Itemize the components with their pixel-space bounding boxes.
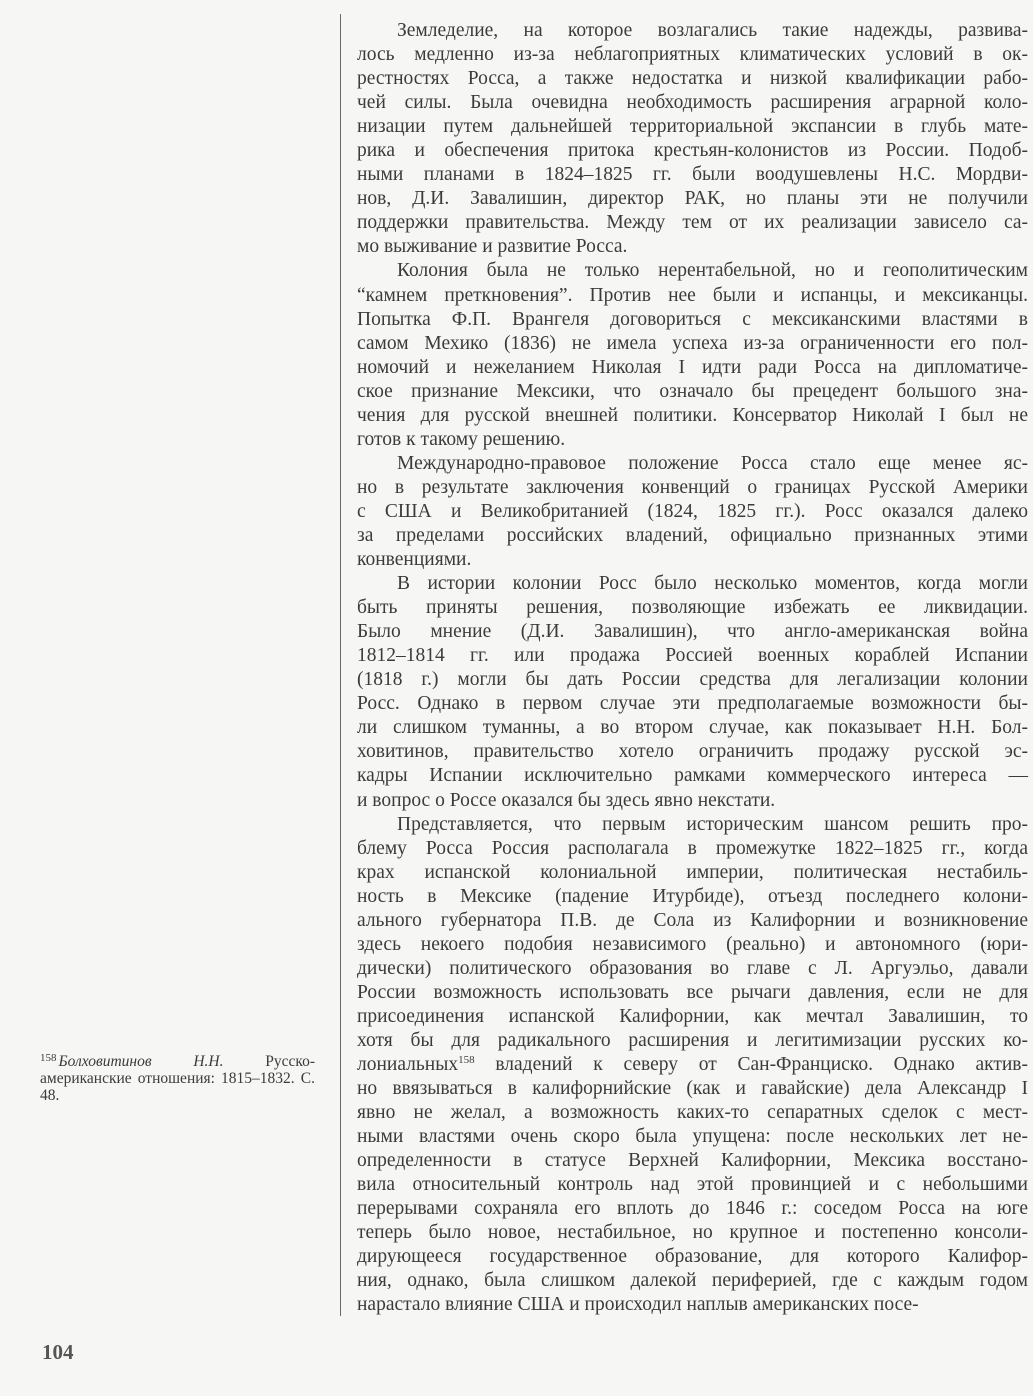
text-line: блему Росса Россия располагала в промежутке 1822–1825 гг., когда (357, 837, 1028, 859)
text-line: рика и обеспечения притока крестьян-колонистов из России. Подоб- (357, 140, 1028, 162)
text-line: России возможность использовать все рычаги давления, если не для (357, 981, 1028, 1003)
text-line: чения для русской внешней политики. Консерватор Николай I был не (357, 404, 1028, 426)
text-line: Росс. Однако в первом случае эти предполагаемые возможности бы- (357, 693, 1028, 715)
text-line: определенности в статусе Верхней Калифорнии, Мексика восстано- (357, 1150, 1028, 1172)
footnote-reference[interactable]: 158 (458, 1054, 475, 1067)
text-line: теперь было новое, нестабильное, но крупное и постепенно консоли- (357, 1222, 1028, 1244)
text-line: Было мнение (Д.И. Завалишин), что англо-американская война (357, 621, 1028, 643)
text-fragment: владений к северу от Сан-Франциско. Однако актив- (474, 1054, 1028, 1076)
paragraph (357, 259, 1028, 451)
text-line: ными властями очень скоро была упущена: после нескольких лет не- (357, 1126, 1028, 1148)
text-line: рестностях Росса, а также недостатка и низкой квалификации рабо- (357, 68, 1028, 90)
text-line: ными планами в 1824–1825 гг. были воодушевлены Н.С. Мордви- (357, 164, 1028, 186)
column-divider-line (340, 14, 341, 1316)
text-line: ли слишком туманны, а во втором случае, как показывает Н.Н. Бол- (357, 717, 1028, 739)
paragraph (357, 452, 1028, 572)
text-line: крах испанской колониальной империи, политическая нестабиль- (357, 861, 1028, 883)
text-line: дически) политического образования во главе с Л. Аргуэльо, давали (357, 957, 1028, 979)
text-line: лось медленно из-за неблагоприятных климатических условий в ок- (357, 44, 1028, 66)
text-line: Представляется, что первым историческим шансом решить про- (397, 813, 1028, 835)
text-line: низации путем дальнейшей территориальной экспансии в глубь мате- (357, 116, 1028, 138)
paragraph (357, 813, 1028, 1318)
text-line: “камнем преткновения”. Против нее были и испанцы, и мексиканцы. (357, 284, 1028, 306)
text-line: чей силы. Была очевидна необходимость расширения аграрной коло- (357, 92, 1028, 114)
text-line: ния, однако, была слишком далекой периферией, где с каждым годом (357, 1270, 1028, 1292)
text-line: ность в Мексике (падение Итурбиде), отъезд последнего колони- (357, 885, 1028, 907)
text-line: ское признание Мексики, что означало бы прецедент большого зна- (357, 380, 1028, 402)
text-line: мо выживание и развитие Росса. (357, 236, 628, 258)
text-line: и вопрос о Россе оказался бы здесь явно некстати. (357, 789, 776, 811)
text-line: готов к такому решению. (357, 428, 566, 450)
text-line: хотя бы для радикального расширения и легитимизации русских ко- (357, 1029, 1028, 1051)
text-line: самом Мехико (1836) не имела успеха из-за ограниченности его пол- (357, 332, 1028, 354)
text-line: кадры Испании исключительно рамками коммерческого интереса — (357, 765, 1028, 787)
text-line: быть приняты решения, позволяющие избежать ее ликвидации. (357, 597, 1028, 619)
text-line: Международно-правовое положение Росса стало еще менее яс- (397, 452, 1028, 474)
text-line: ховитинов, правительство хотело ограничить продажу русской эс- (357, 741, 1028, 763)
page-number: 104 (42, 1340, 74, 1364)
text-line: 1812–1814 гг. или продажа Россией военных кораблей Испании (357, 645, 1028, 667)
text-line: присоединения испанской Калифорнии, как мечтал Завалишин, то (357, 1005, 1028, 1027)
text-line: но ввязываться в калифорнийские (как и гавайские) дела Александр I (357, 1078, 1028, 1100)
text-line: В истории колонии Росс было несколько моментов, когда могли (397, 573, 1028, 595)
text-line: Колония была не только нерентабельной, но и геополитическим (397, 260, 1028, 282)
text-line: с США и Великобританией (1824, 1825 гг.). Росс оказался далеко (357, 500, 1028, 522)
paragraph (357, 19, 1028, 259)
paragraph (357, 572, 1028, 812)
text-line: поддержки правительства. Между тем от их реализации зависело са- (357, 212, 1028, 234)
text-line: нарастало влияние США и происходил наплыв американских посе- (357, 1294, 919, 1316)
text-line: (1818 г.) могли бы дать России средства для легализации колонии (357, 669, 1028, 691)
text-line: конвенциями. (357, 549, 472, 571)
text-line: Земледелие, на которое возлагались такие надежды, развива- (397, 20, 1028, 41)
footnote-number: 158 (40, 1052, 57, 1064)
text-line: номочий и нежеланием Николая I идти ради Росса на дипломатиче- (357, 356, 1028, 378)
text-fragment: лониальных (357, 1054, 459, 1076)
text-line: за пределами российских владений, официально признанных этими (357, 524, 1028, 546)
text-line (357, 1053, 1028, 1077)
text-line: нов, Д.И. Завалишин, директор РАК, но планы эти не получили (357, 188, 1028, 210)
footnote-text: Русско-американские отношения: 1815–1832. С. 48. (40, 1053, 315, 1104)
text-line: Попытка Ф.П. Врангеля договориться с мексиканскими властями в (357, 308, 1028, 330)
text-line: ального губернатора П.В. де Сола из Калифорнии и возникновение (357, 909, 1028, 931)
footnote-158 (40, 1050, 315, 1104)
text-line: но в результате заключения конвенций о границах Русской Америки (357, 476, 1028, 498)
text-line: дирующееся государственное образование, для которого Калифор- (357, 1246, 1028, 1268)
text-line: перерывами сохраняла его вплоть до 1846 г.: соседом Росса на юге (357, 1198, 1028, 1220)
body-text-column (357, 19, 1028, 1318)
footnote-author: Болховитинов Н.Н. (58, 1053, 224, 1070)
text-line: вила относительный контроль над этой провинцией и с небольшими (357, 1174, 1028, 1196)
text-line: здесь некоего подобия независимого (реально) и автономного (юри- (357, 933, 1028, 955)
text-line: явно не желал, а возможность каких-то сепаратных сделок с мест- (357, 1102, 1028, 1124)
